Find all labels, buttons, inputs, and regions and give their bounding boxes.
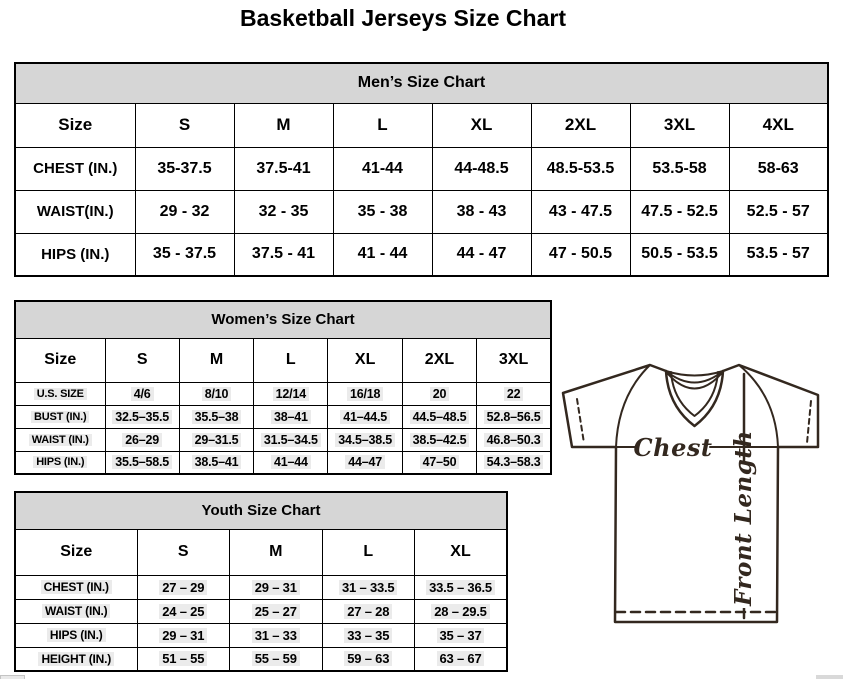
youth-table-row [15, 623, 507, 647]
womens-value-cell: 34.5–38.5 [328, 428, 402, 451]
mens-column-header: XL [432, 103, 531, 147]
womens-value-cell: 16/18 [328, 382, 402, 405]
mens-value-cell: 53.5 - 57 [729, 233, 828, 276]
mens-row-label: HIPS (IN.) [15, 233, 135, 276]
mens-column-header: 3XL [630, 103, 729, 147]
right-cuff-dashed-line [807, 401, 811, 443]
womens-value-cell: 54.3–58.3 [477, 451, 551, 474]
mens-value-cell: 52.5 - 57 [729, 190, 828, 233]
youth-value-cell: 27 – 29 [137, 575, 230, 599]
mens-value-cell: 47.5 - 52.5 [630, 190, 729, 233]
youth-column-header: XL [415, 529, 508, 575]
mens-value-cell: 44-48.5 [432, 147, 531, 190]
womens-value-cell: 46.8–50.3 [477, 428, 551, 451]
mens-value-cell: 41 - 44 [333, 233, 432, 276]
collar-top-edge [666, 371, 723, 376]
womens-value-cell: 32.5–35.5 [105, 405, 179, 428]
mens-value-cell: 37.5 - 41 [234, 233, 333, 276]
womens-value-cell: 20 [402, 382, 476, 405]
womens-column-header: 3XL [477, 338, 551, 382]
mens-column-header: L [333, 103, 432, 147]
mens-table-row [15, 233, 828, 276]
womens-value-cell: 4/6 [105, 382, 179, 405]
womens-value-cell: 35.5–58.5 [105, 451, 179, 474]
youth-table-row [15, 575, 507, 599]
mens-column-header: 4XL [729, 103, 828, 147]
mens-column-header: 2XL [531, 103, 630, 147]
mens-value-cell: 50.5 - 53.5 [630, 233, 729, 276]
womens-column-header: L [254, 338, 328, 382]
youth-chart-title: Youth Size Chart [15, 492, 507, 529]
mens-value-cell: 35 - 38 [333, 190, 432, 233]
youth-value-cell: 33.5 – 36.5 [415, 575, 508, 599]
womens-value-cell: 47–50 [402, 451, 476, 474]
mens-value-cell: 41-44 [333, 147, 432, 190]
womens-value-cell: 29–31.5 [179, 428, 253, 451]
womens-value-cell: 8/10 [179, 382, 253, 405]
mens-size-chart-table [14, 62, 829, 277]
page-title: Basketball Jerseys Size Chart [239, 5, 566, 31]
left-cuff-dashed-line [577, 399, 584, 443]
mens-row-label: CHEST (IN.) [15, 147, 135, 190]
womens-column-header: XL [328, 338, 402, 382]
mens-value-cell: 58-63 [729, 147, 828, 190]
youth-row-label: WAIST (IN.) [15, 599, 137, 623]
youth-column-header: M [230, 529, 323, 575]
jersey-measurement-diagram [556, 356, 838, 632]
womens-chart-title: Women’s Size Chart [15, 301, 551, 338]
mens-value-cell: 53.5-58 [630, 147, 729, 190]
mens-value-cell: 38 - 43 [432, 190, 531, 233]
womens-row-label: WAIST (IN.) [15, 428, 105, 451]
womens-column-header: S [105, 338, 179, 382]
youth-row-label: CHEST (IN.) [15, 575, 137, 599]
youth-value-cell: 25 – 27 [230, 599, 323, 623]
youth-value-cell: 51 – 55 [137, 647, 230, 671]
youth-value-cell: 28 – 29.5 [415, 599, 508, 623]
youth-table-row [15, 599, 507, 623]
womens-value-cell: 22 [477, 382, 551, 405]
mens-value-cell: 47 - 50.5 [531, 233, 630, 276]
youth-column-header: L [322, 529, 415, 575]
youth-row-label: HEIGHT (IN.) [15, 647, 137, 671]
youth-value-cell: 63 – 67 [415, 647, 508, 671]
womens-row-label: U.S. SIZE [15, 382, 105, 405]
womens-value-cell: 41–44 [254, 451, 328, 474]
mens-chart-title: Men’s Size Chart [15, 63, 828, 103]
mens-value-cell: 32 - 35 [234, 190, 333, 233]
womens-value-cell: 41–44.5 [328, 405, 402, 428]
cropped-ui-fragment-left [0, 675, 25, 679]
youth-value-cell: 55 – 59 [230, 647, 323, 671]
womens-row-label: BUST (IN.) [15, 405, 105, 428]
womens-row-label: HIPS (IN.) [15, 451, 105, 474]
mens-value-cell: 37.5-41 [234, 147, 333, 190]
youth-value-cell: 31 – 33.5 [322, 575, 415, 599]
womens-table-row [15, 451, 551, 474]
mens-value-cell: 43 - 47.5 [531, 190, 630, 233]
youth-table-row [15, 647, 507, 671]
womens-value-cell: 44.5–48.5 [402, 405, 476, 428]
mens-value-cell: 35-37.5 [135, 147, 234, 190]
youth-value-cell: 35 – 37 [415, 623, 508, 647]
womens-value-cell: 38.5–42.5 [402, 428, 476, 451]
womens-value-cell: 38.5–41 [179, 451, 253, 474]
mens-value-cell: 35 - 37.5 [135, 233, 234, 276]
womens-value-cell: 31.5–34.5 [254, 428, 328, 451]
womens-value-cell: 12/14 [254, 382, 328, 405]
mens-table-row [15, 147, 828, 190]
youth-column-header: Size [15, 529, 137, 575]
youth-column-header: S [137, 529, 230, 575]
youth-value-cell: 31 – 33 [230, 623, 323, 647]
front-length-label: Front Length [730, 430, 757, 606]
youth-row-label: HIPS (IN.) [15, 623, 137, 647]
cropped-ui-fragment-right [816, 675, 843, 679]
mens-value-cell: 48.5-53.5 [531, 147, 630, 190]
mens-column-header: Size [15, 103, 135, 147]
womens-value-cell: 44–47 [328, 451, 402, 474]
mens-column-header: M [234, 103, 333, 147]
womens-value-cell: 38–41 [254, 405, 328, 428]
youth-value-cell: 27 – 28 [322, 599, 415, 623]
chest-label: Chest [633, 433, 713, 462]
womens-table-row [15, 405, 551, 428]
mens-table-row [15, 190, 828, 233]
womens-column-header: M [179, 338, 253, 382]
mens-value-cell: 44 - 47 [432, 233, 531, 276]
youth-value-cell: 29 – 31 [230, 575, 323, 599]
womens-table-row [15, 382, 551, 405]
womens-table-row [15, 428, 551, 451]
youth-size-chart-table [14, 491, 508, 672]
womens-value-cell: 26–29 [105, 428, 179, 451]
womens-column-header: Size [15, 338, 105, 382]
womens-value-cell: 52.8–56.5 [477, 405, 551, 428]
womens-column-header: 2XL [402, 338, 476, 382]
mens-column-header: S [135, 103, 234, 147]
youth-value-cell: 24 – 25 [137, 599, 230, 623]
womens-value-cell: 35.5–38 [179, 405, 253, 428]
mens-row-label: WAIST(IN.) [15, 190, 135, 233]
youth-value-cell: 59 – 63 [322, 647, 415, 671]
youth-value-cell: 33 – 35 [322, 623, 415, 647]
jersey-outline [563, 365, 818, 622]
womens-size-chart-table [14, 300, 552, 475]
youth-value-cell: 29 – 31 [137, 623, 230, 647]
mens-value-cell: 29 - 32 [135, 190, 234, 233]
